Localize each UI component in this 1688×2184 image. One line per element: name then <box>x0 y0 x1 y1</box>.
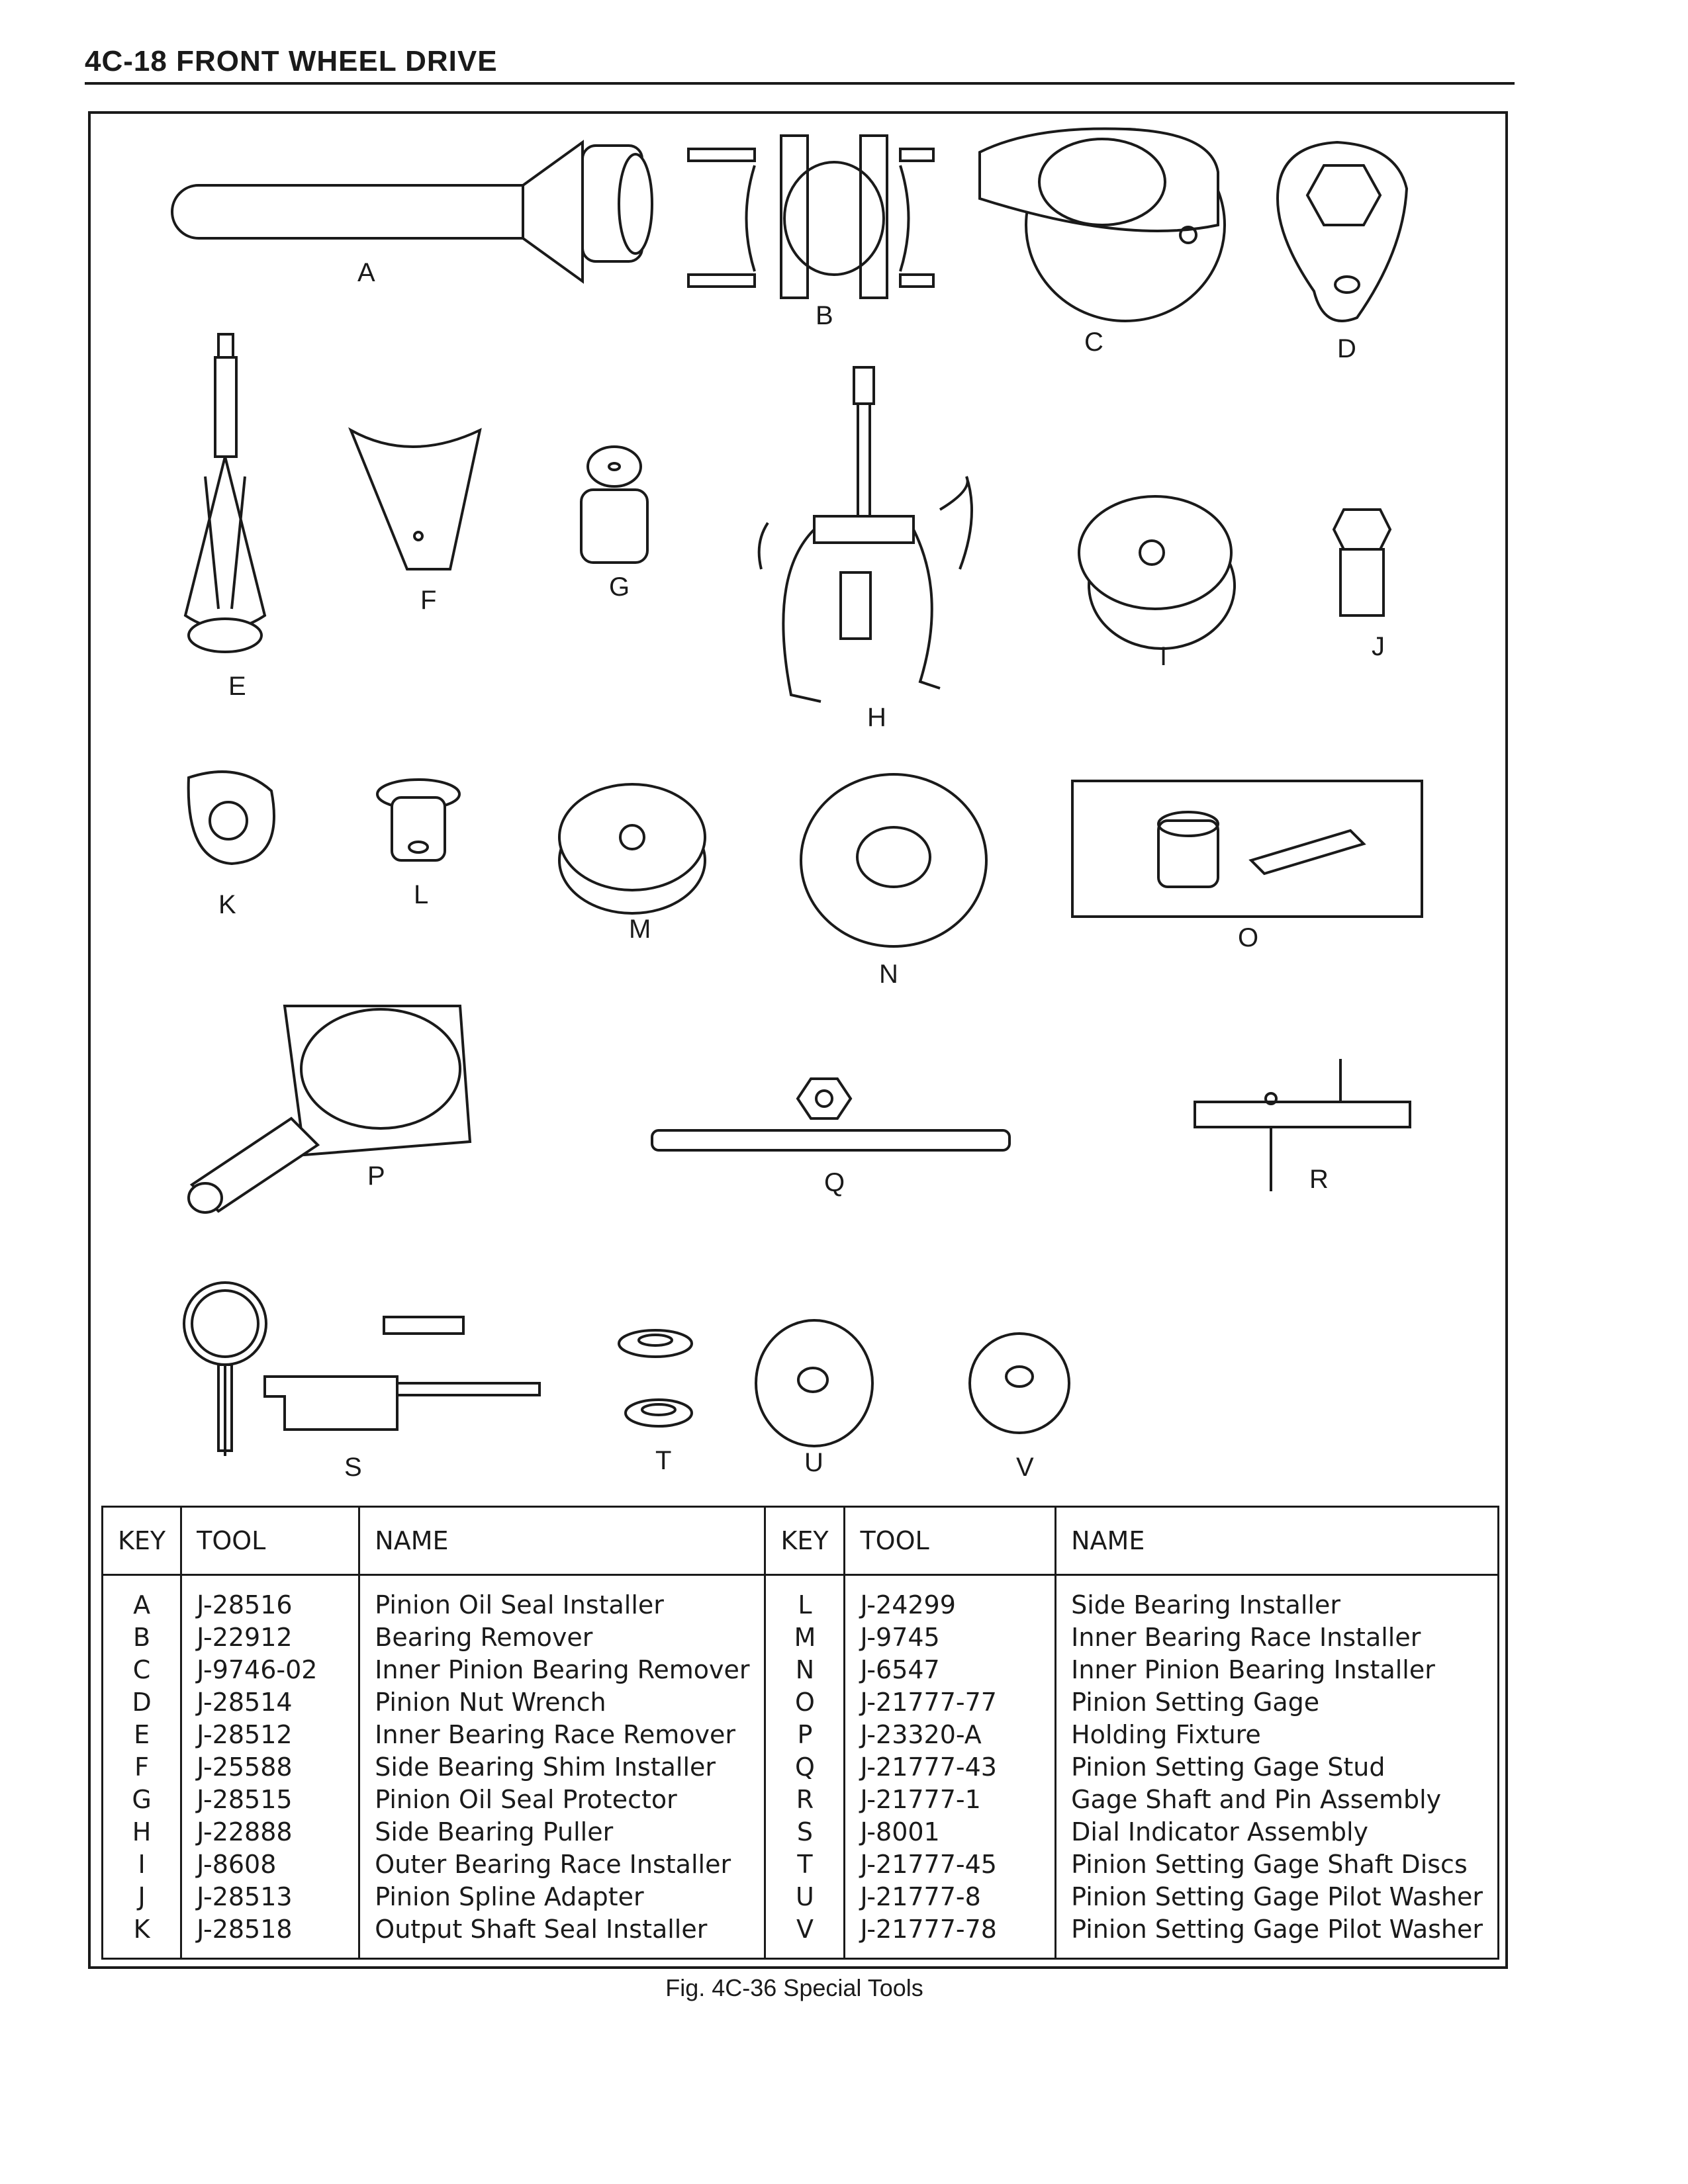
tool-name: Pinion Oil Seal Installer <box>359 1575 765 1622</box>
label-g: G <box>609 572 630 602</box>
tool-name: Pinion Nut Wrench <box>359 1686 765 1719</box>
page-header: 4C-18 FRONT WHEEL DRIVE <box>85 45 498 77</box>
table-row <box>103 1816 1499 1848</box>
tool-number: J-8608 <box>181 1848 359 1881</box>
tool-a-illustration <box>172 142 652 281</box>
special-tools-table <box>101 1506 1499 1960</box>
table-row <box>103 1751 1499 1784</box>
tool-number: J-6547 <box>845 1654 1056 1686</box>
key-cell: G <box>103 1784 181 1816</box>
key-cell: L <box>765 1575 845 1622</box>
tool-number: J-28515 <box>181 1784 359 1816</box>
label-r: R <box>1309 1165 1329 1194</box>
table-row <box>103 1654 1499 1686</box>
table-header-row <box>103 1507 1499 1575</box>
key-cell: K <box>103 1913 181 1959</box>
tool-name: Gage Shaft and Pin Assembly <box>1056 1784 1499 1816</box>
tool-q-illustration <box>652 1079 1009 1150</box>
tool-v-illustration <box>970 1334 1069 1433</box>
table-row <box>103 1784 1499 1816</box>
tool-g-illustration <box>581 447 647 563</box>
header-name: NAME <box>359 1507 765 1575</box>
key-cell: N <box>765 1654 845 1686</box>
tool-name: Pinion Setting Gage Shaft Discs <box>1056 1848 1499 1881</box>
tool-name: Outer Bearing Race Installer <box>359 1848 765 1881</box>
key-cell: V <box>765 1913 845 1959</box>
key-cell: P <box>765 1719 845 1751</box>
key-cell: U <box>765 1881 845 1913</box>
tool-s-illustration <box>184 1283 539 1456</box>
tool-number: J-21777-43 <box>845 1751 1056 1784</box>
table-row <box>103 1848 1499 1881</box>
table-row <box>103 1913 1499 1959</box>
tool-name: Inner Bearing Race Remover <box>359 1719 765 1751</box>
header-name: NAME <box>1056 1507 1499 1575</box>
tool-number: J-21777-78 <box>845 1913 1056 1959</box>
tool-number: J-22912 <box>181 1621 359 1654</box>
tool-name: Side Bearing Installer <box>1056 1575 1499 1622</box>
label-j: J <box>1372 632 1385 661</box>
tool-b-illustration <box>688 136 933 298</box>
tool-j-illustration <box>1334 510 1390 615</box>
key-cell: J <box>103 1881 181 1913</box>
table-row <box>103 1719 1499 1751</box>
tool-name: Side Bearing Shim Installer <box>359 1751 765 1784</box>
tool-n-illustration <box>801 774 986 946</box>
tool-number: J-21777-1 <box>845 1784 1056 1816</box>
tool-number: J-21777-45 <box>845 1848 1056 1881</box>
label-b: B <box>816 301 833 330</box>
label-o: O <box>1238 923 1259 952</box>
table-row <box>103 1621 1499 1654</box>
header-tool: TOOL <box>845 1507 1056 1575</box>
tool-name: Pinion Setting Gage Pilot Washer <box>1056 1881 1499 1913</box>
tool-k-illustration <box>189 772 274 864</box>
label-p: P <box>367 1161 385 1191</box>
key-cell: Q <box>765 1751 845 1784</box>
tool-number: J-28518 <box>181 1913 359 1959</box>
tool-name: Pinion Setting Gage Stud <box>1056 1751 1499 1784</box>
tool-name: Holding Fixture <box>1056 1719 1499 1751</box>
tool-number: J-8001 <box>845 1816 1056 1848</box>
tool-name: Output Shaft Seal Installer <box>359 1913 765 1959</box>
tool-number: J-28516 <box>181 1575 359 1622</box>
tool-l-illustration <box>377 780 459 860</box>
tool-number: J-21777-8 <box>845 1881 1056 1913</box>
label-e: E <box>228 672 246 701</box>
tool-i-illustration <box>1079 496 1235 649</box>
key-cell: S <box>765 1816 845 1848</box>
header-tool: TOOL <box>181 1507 359 1575</box>
label-c: C <box>1084 328 1103 357</box>
tool-t-illustration <box>619 1330 692 1426</box>
key-cell: A <box>103 1575 181 1622</box>
tool-name: Pinion Setting Gage Pilot Washer <box>1056 1913 1499 1959</box>
tool-number: J-25588 <box>181 1751 359 1784</box>
tool-d-illustration <box>1278 142 1407 321</box>
tool-name: Dial Indicator Assembly <box>1056 1816 1499 1848</box>
key-cell: T <box>765 1848 845 1881</box>
tool-name: Pinion Spline Adapter <box>359 1881 765 1913</box>
table-row <box>103 1881 1499 1913</box>
key-cell: C <box>103 1654 181 1686</box>
key-cell: H <box>103 1816 181 1848</box>
table-row <box>103 1575 1499 1622</box>
tool-name: Side Bearing Puller <box>359 1816 765 1848</box>
label-h: H <box>867 703 886 732</box>
label-q: Q <box>824 1168 845 1197</box>
tool-name: Pinion Setting Gage <box>1056 1686 1499 1719</box>
label-s: S <box>344 1453 362 1482</box>
label-f: F <box>420 586 437 615</box>
tool-p-illustration <box>189 1006 470 1212</box>
tool-m-illustration <box>559 784 705 913</box>
label-a: A <box>357 258 375 287</box>
label-i: I <box>1160 642 1168 671</box>
tool-number: J-9746-02 <box>181 1654 359 1686</box>
label-v: V <box>1016 1453 1034 1482</box>
tool-number: J-28513 <box>181 1881 359 1913</box>
tool-name: Pinion Oil Seal Protector <box>359 1784 765 1816</box>
tool-number: J-28514 <box>181 1686 359 1719</box>
label-d: D <box>1337 334 1356 363</box>
key-cell: M <box>765 1621 845 1654</box>
label-u: U <box>804 1448 823 1477</box>
tool-name: Inner Pinion Bearing Remover <box>359 1654 765 1686</box>
key-cell: O <box>765 1686 845 1719</box>
tool-e-illustration <box>185 334 265 652</box>
tool-h-illustration <box>759 367 972 702</box>
key-cell: D <box>103 1686 181 1719</box>
figure-caption: Fig. 4C-36 Special Tools <box>665 1974 923 2001</box>
key-cell: I <box>103 1848 181 1881</box>
key-cell: B <box>103 1621 181 1654</box>
tool-o-illustration <box>1072 781 1422 917</box>
tool-number: J-28512 <box>181 1719 359 1751</box>
tool-name: Inner Pinion Bearing Installer <box>1056 1654 1499 1686</box>
tool-c-illustration <box>980 128 1225 321</box>
header-key: KEY <box>765 1507 845 1575</box>
label-m: M <box>629 915 651 944</box>
tool-name: Bearing Remover <box>359 1621 765 1654</box>
tool-f-illustration <box>351 430 480 569</box>
tool-number: J-24299 <box>845 1575 1056 1622</box>
tool-name: Inner Bearing Race Installer <box>1056 1621 1499 1654</box>
label-n: N <box>879 960 898 989</box>
header-key: KEY <box>103 1507 181 1575</box>
label-k: K <box>218 890 236 919</box>
key-cell: E <box>103 1719 181 1751</box>
tool-number: J-22888 <box>181 1816 359 1848</box>
tool-r-illustration <box>1195 1059 1410 1191</box>
tool-number: J-21777-77 <box>845 1686 1056 1719</box>
tool-number: J-23320-A <box>845 1719 1056 1751</box>
table-row <box>103 1686 1499 1719</box>
tool-number: J-9745 <box>845 1621 1056 1654</box>
key-cell: F <box>103 1751 181 1784</box>
tool-u-illustration <box>756 1320 872 1446</box>
label-t: T <box>655 1446 672 1475</box>
label-l: L <box>414 880 429 909</box>
key-cell: R <box>765 1784 845 1816</box>
